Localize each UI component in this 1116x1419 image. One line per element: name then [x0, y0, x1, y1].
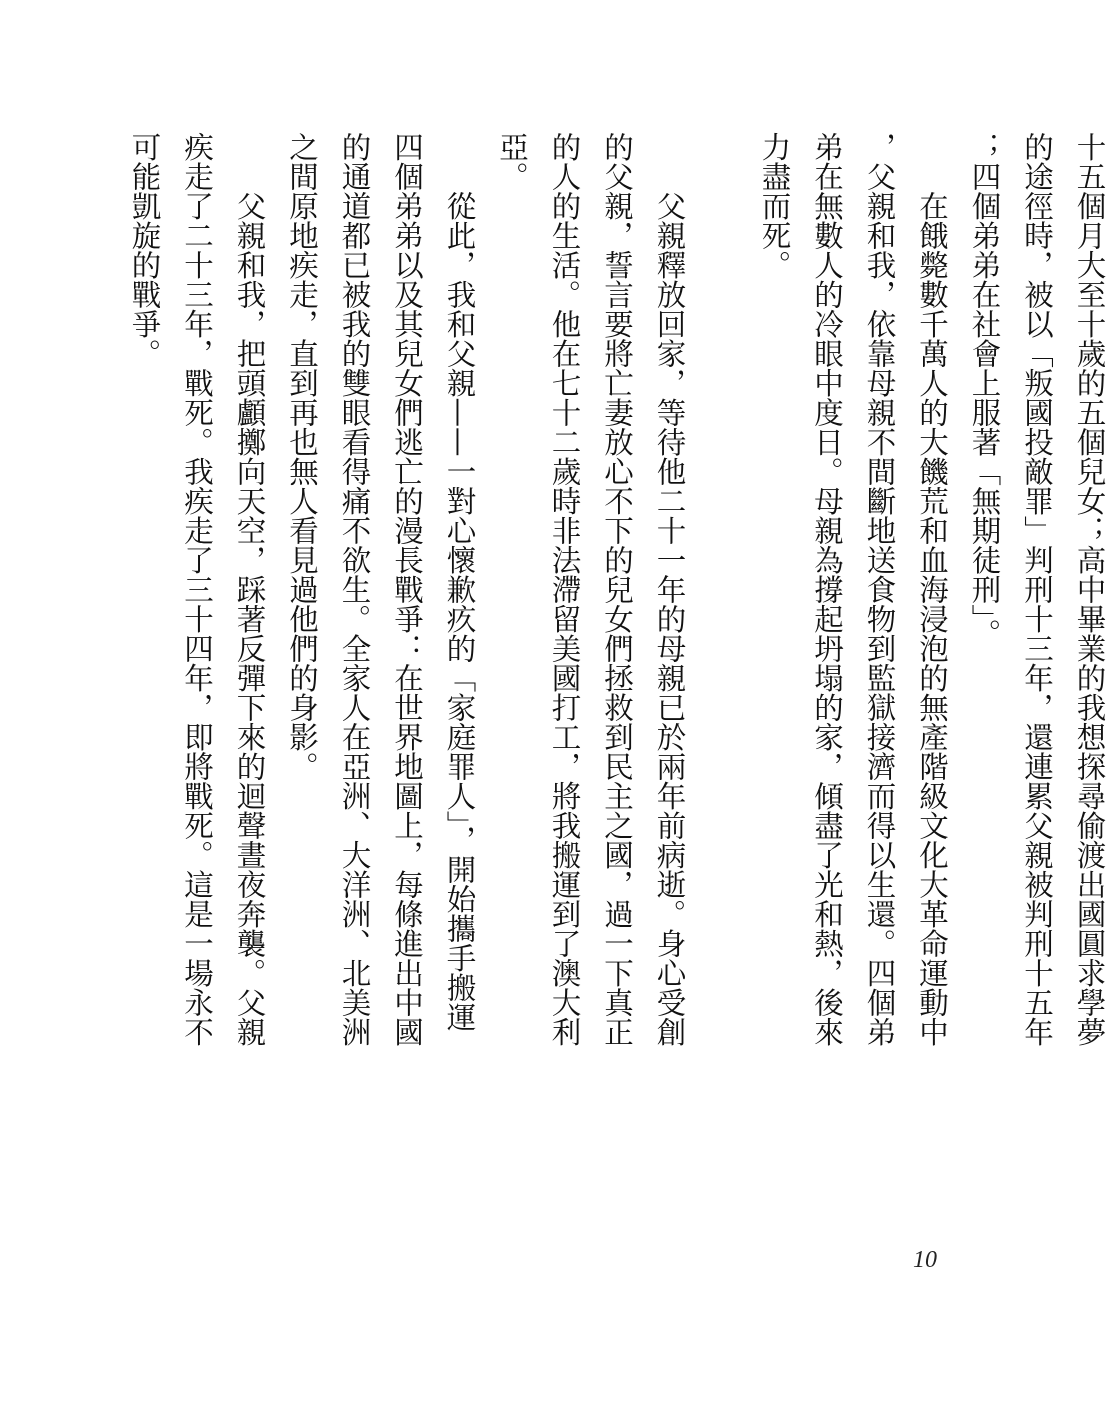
page-body — [118, 132, 1107, 1052]
paragraph: 父親和我，把頭顱擲向天空，踩著反彈下來的迴聲晝夜奔襲。父親疾走了二十三年，戰死。我疾走了三十四年，即將戰死。這是一場永不可能凱旋的戰爭。 — [127, 132, 267, 1047]
vertical-text-block — [118, 132, 1116, 1052]
paragraph: 父親釋放回家，等待他二十一年的母親已於兩年前病逝。身心受創的父親，誓言要將亡妻放心不下的兒女們拯救到民主之國，過一下真正的人的生活。他在七十二歲時非法滯留美國打工，將我搬運到了澳大利亞。 — [495, 132, 687, 1047]
page-number: 10 — [913, 1247, 937, 1273]
paragraph: 在餓斃數千萬人的大饑荒和血海浸泡的無產階級文化大革命運動中，父親和我，依靠母親不間斷地送食物到監獄接濟而得以生還。四個弟弟在無數人的冷眼中度日。母親為撐起坍塌的家，傾盡了光和熱，後來力盡而死。 — [757, 132, 949, 1047]
paragraph-continuation: 十五個月大至十歲的五個兒女；高中畢業的我想探尋偷渡出國圓求學夢的途徑時，被以「叛國投敵罪」判刑十三年，還連累父親被判刑十五年；四個弟弟在社會上服著「無期徒刑」。 — [967, 132, 1107, 1047]
paragraph: 從此，我和父親——一對心懷歉疚的「家庭罪人」，開始攜手搬運四個弟弟以及其兒女們逃亡的漫長戰爭：在世界地圖上，每條進出中國的通道都已被我的雙眼看得痛不欲生。全家人在亞洲、大洋洲、北美洲之間原地疾走，直到再也無人看見過他們的身影。 — [285, 132, 477, 1047]
